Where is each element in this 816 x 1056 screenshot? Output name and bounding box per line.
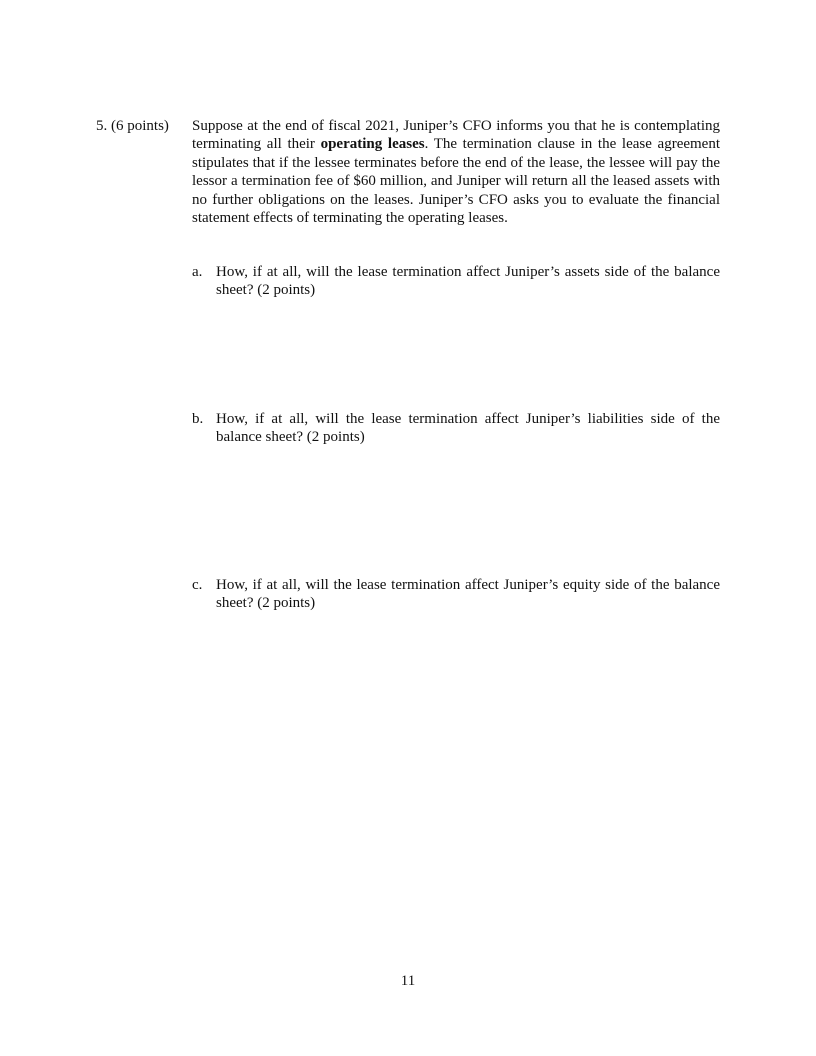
subquestion-letter: b. xyxy=(192,411,204,427)
question-text-after: . The termination clause in the lease agreement stipulates that if the lessee terminates before the end of the lease, the lessee will pay the lessor a termination fee of $60 million, and Juniper will return all the leased assets with no further obligations on the leases. Juniper’s CFO asks you to evaluate the financial statement effects of terminating the operating leases. xyxy=(192,136,720,227)
question-label: 5. (6 points) xyxy=(96,118,169,134)
subquestion-letter: c. xyxy=(192,577,203,593)
question-text-before: Suppose at the end of fiscal 2021, Juniper’s CFO informs you that he is contemplating terminating all their xyxy=(192,118,720,153)
subquestion-letter: a. xyxy=(192,264,203,280)
page-number: 11 xyxy=(400,973,416,989)
subquestion-text: How, if at all, will the lease termination affect Juniper’s equity side of the balance sheet? (2 points) xyxy=(216,577,720,612)
question-bold-term: operating leases xyxy=(320,136,425,153)
question-text xyxy=(192,117,720,227)
subquestion-text: How, if at all, will the lease termination affect Juniper’s assets side of the balance sheet? (2 points) xyxy=(216,264,720,299)
subquestion-text: How, if at all, will the lease termination affect Juniper’s liabilities side of the balance sheet? (2 points) xyxy=(216,411,720,446)
